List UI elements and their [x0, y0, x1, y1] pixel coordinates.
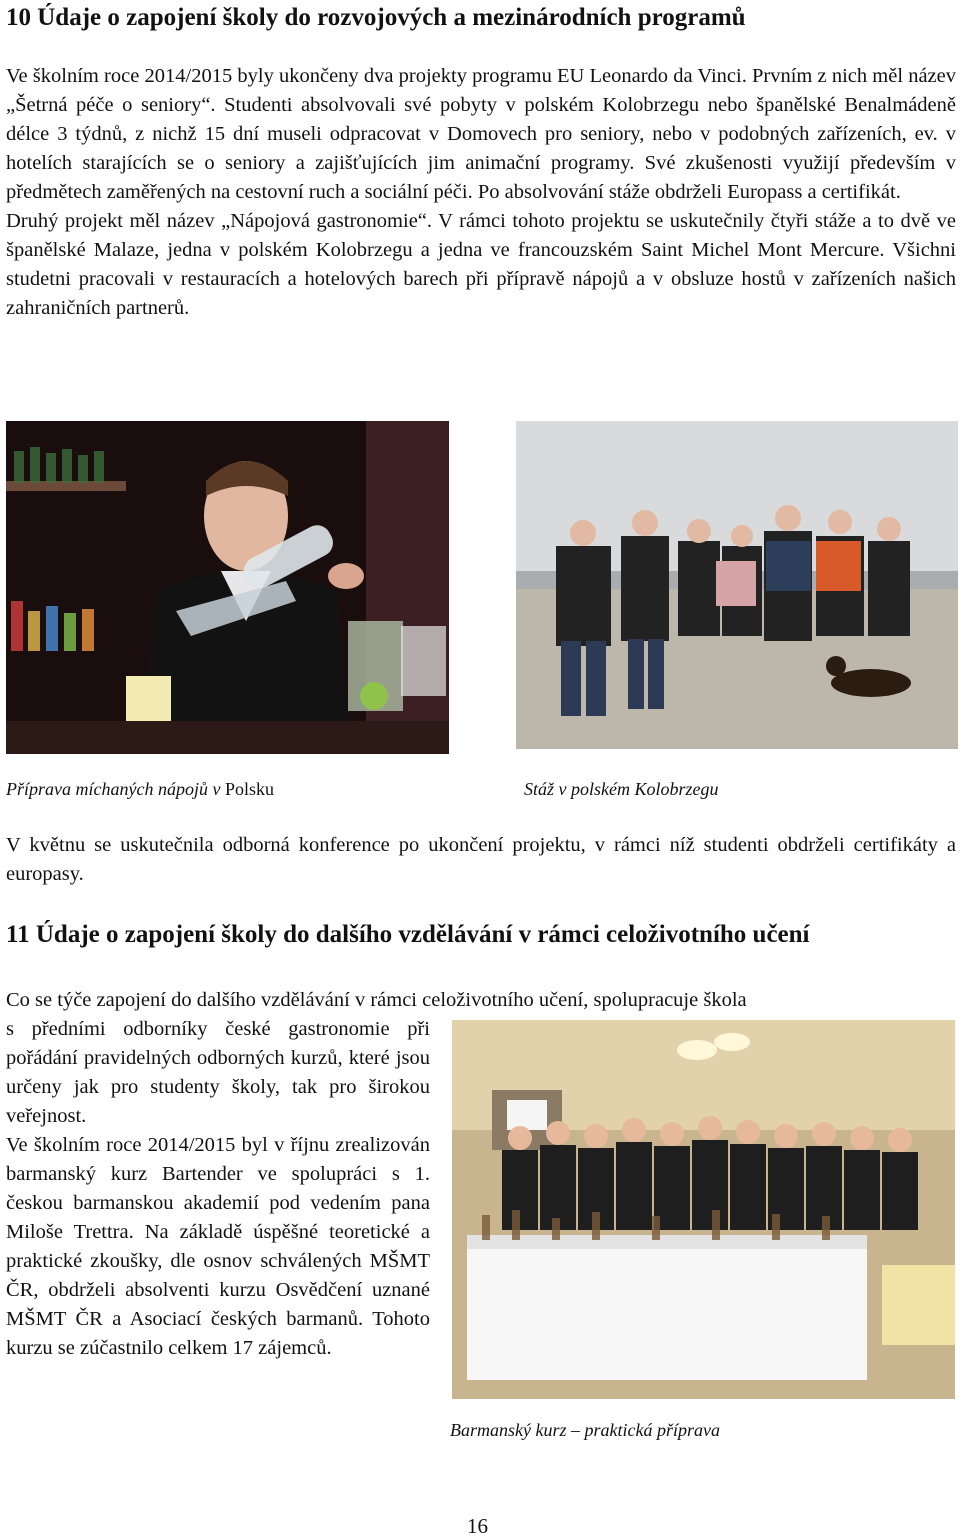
caption-bar-italic: Příprava míchaných nápojů v: [6, 779, 225, 799]
photo-students-beach-kolobrzeg: [516, 421, 958, 749]
section-10-heading: 10 Údaje o zapojení školy do rozvojových a mezinárodních programů: [6, 4, 746, 31]
photo-bartender-course-group: [452, 1020, 955, 1399]
section-10-body: [6, 62, 956, 323]
page-number: 16: [467, 1514, 488, 1538]
section-11-body: [6, 1015, 430, 1363]
caption-bar-upright: Polsku: [224, 779, 274, 799]
paragraph-lifelong-intro: Co se týče zapojení do dalšího vzdělávání v rámci celoživotního učení, spolupracuje škola: [6, 989, 747, 1011]
caption-bar-photo: [6, 779, 274, 800]
caption-course-photo: Barmanský kurz – praktická příprava: [450, 1420, 720, 1440]
course-group-illustration: [452, 1020, 955, 1399]
beach-group-illustration: [516, 421, 958, 749]
paragraph-gastronomy-experts: s předními odborníky české gastronomie při pořádání pravidelných odborných kurzů, které jsou určeny jak pro studenty školy, tak pro širokou veřejnost.: [6, 1018, 430, 1127]
photo-bartender-mixing-drinks: [6, 421, 449, 754]
section-11-heading: 11 Údaje o zapojení školy do dalšího vzdělávání v rámci celoživotního učení: [6, 921, 810, 948]
caption-beach-photo: Stáž v polském Kolobrzegu: [524, 779, 719, 799]
paragraph-beverage-gastronomy: Druhý projekt měl název „Nápojová gastronomie“. V rámci tohoto projektu se uskutečnily čtyři stáže a to dvě ve španělské Malaze, jedna v polském Kolobrzegu a jedna ve francouzském Saint Michel Mont Mercure. Všichni studetni pracovali v restauracích a hotelových barech při přípravě nápojů a v obsluze hostů v zařízeních našich zahraničních partnerů.: [6, 210, 956, 319]
paragraph-bartender-course: Ve školním roce 2014/2015 byl v říjnu zrealizován barmanský kurz Bartender ve spolupráci s 1. českou barmanskou akademií pod vedením pana Miloše Trettra. Na základě úspěšné teoretické a praktické zkoušky, dle osnov schválených MŠMT ČR, obdrželi absolventi kurzu Osvědčení uznané MŠMT ČR a Asociací českých barmanů. Tohoto kurzu se zúčastnilo celkem 17 zájemců.: [6, 1134, 430, 1359]
paragraph-leonardo-projects: Ve školním roce 2014/2015 byly ukončeny dva projekty programu EU Leonardo da Vinci. Prvním z nich měl název „Šetrná péče o seniory“. Studenti absolvovali své pobyty v polském Kolobrzegu nebo španělské Benalmádeně délce 3 týdnů, z nichž 15 dní museli odpracovat v Domovech pro seniory, nebo v podobných zařízeních, ev. v hotelích starajících se o seniory a zajišťujících jim animační programy. Své zkušenosti využijí především v předmětech zaměřených na cestovní ruch a sociální péči. Po absolvování stáže obdrželi Europass a certifikát.: [6, 65, 956, 203]
bartender-illustration: [6, 421, 449, 754]
paragraph-conference: V květnu se uskutečnila odborná konference po ukončení projektu, v rámci níž studenti obdrželi certifikáty a europasy.: [6, 834, 956, 885]
